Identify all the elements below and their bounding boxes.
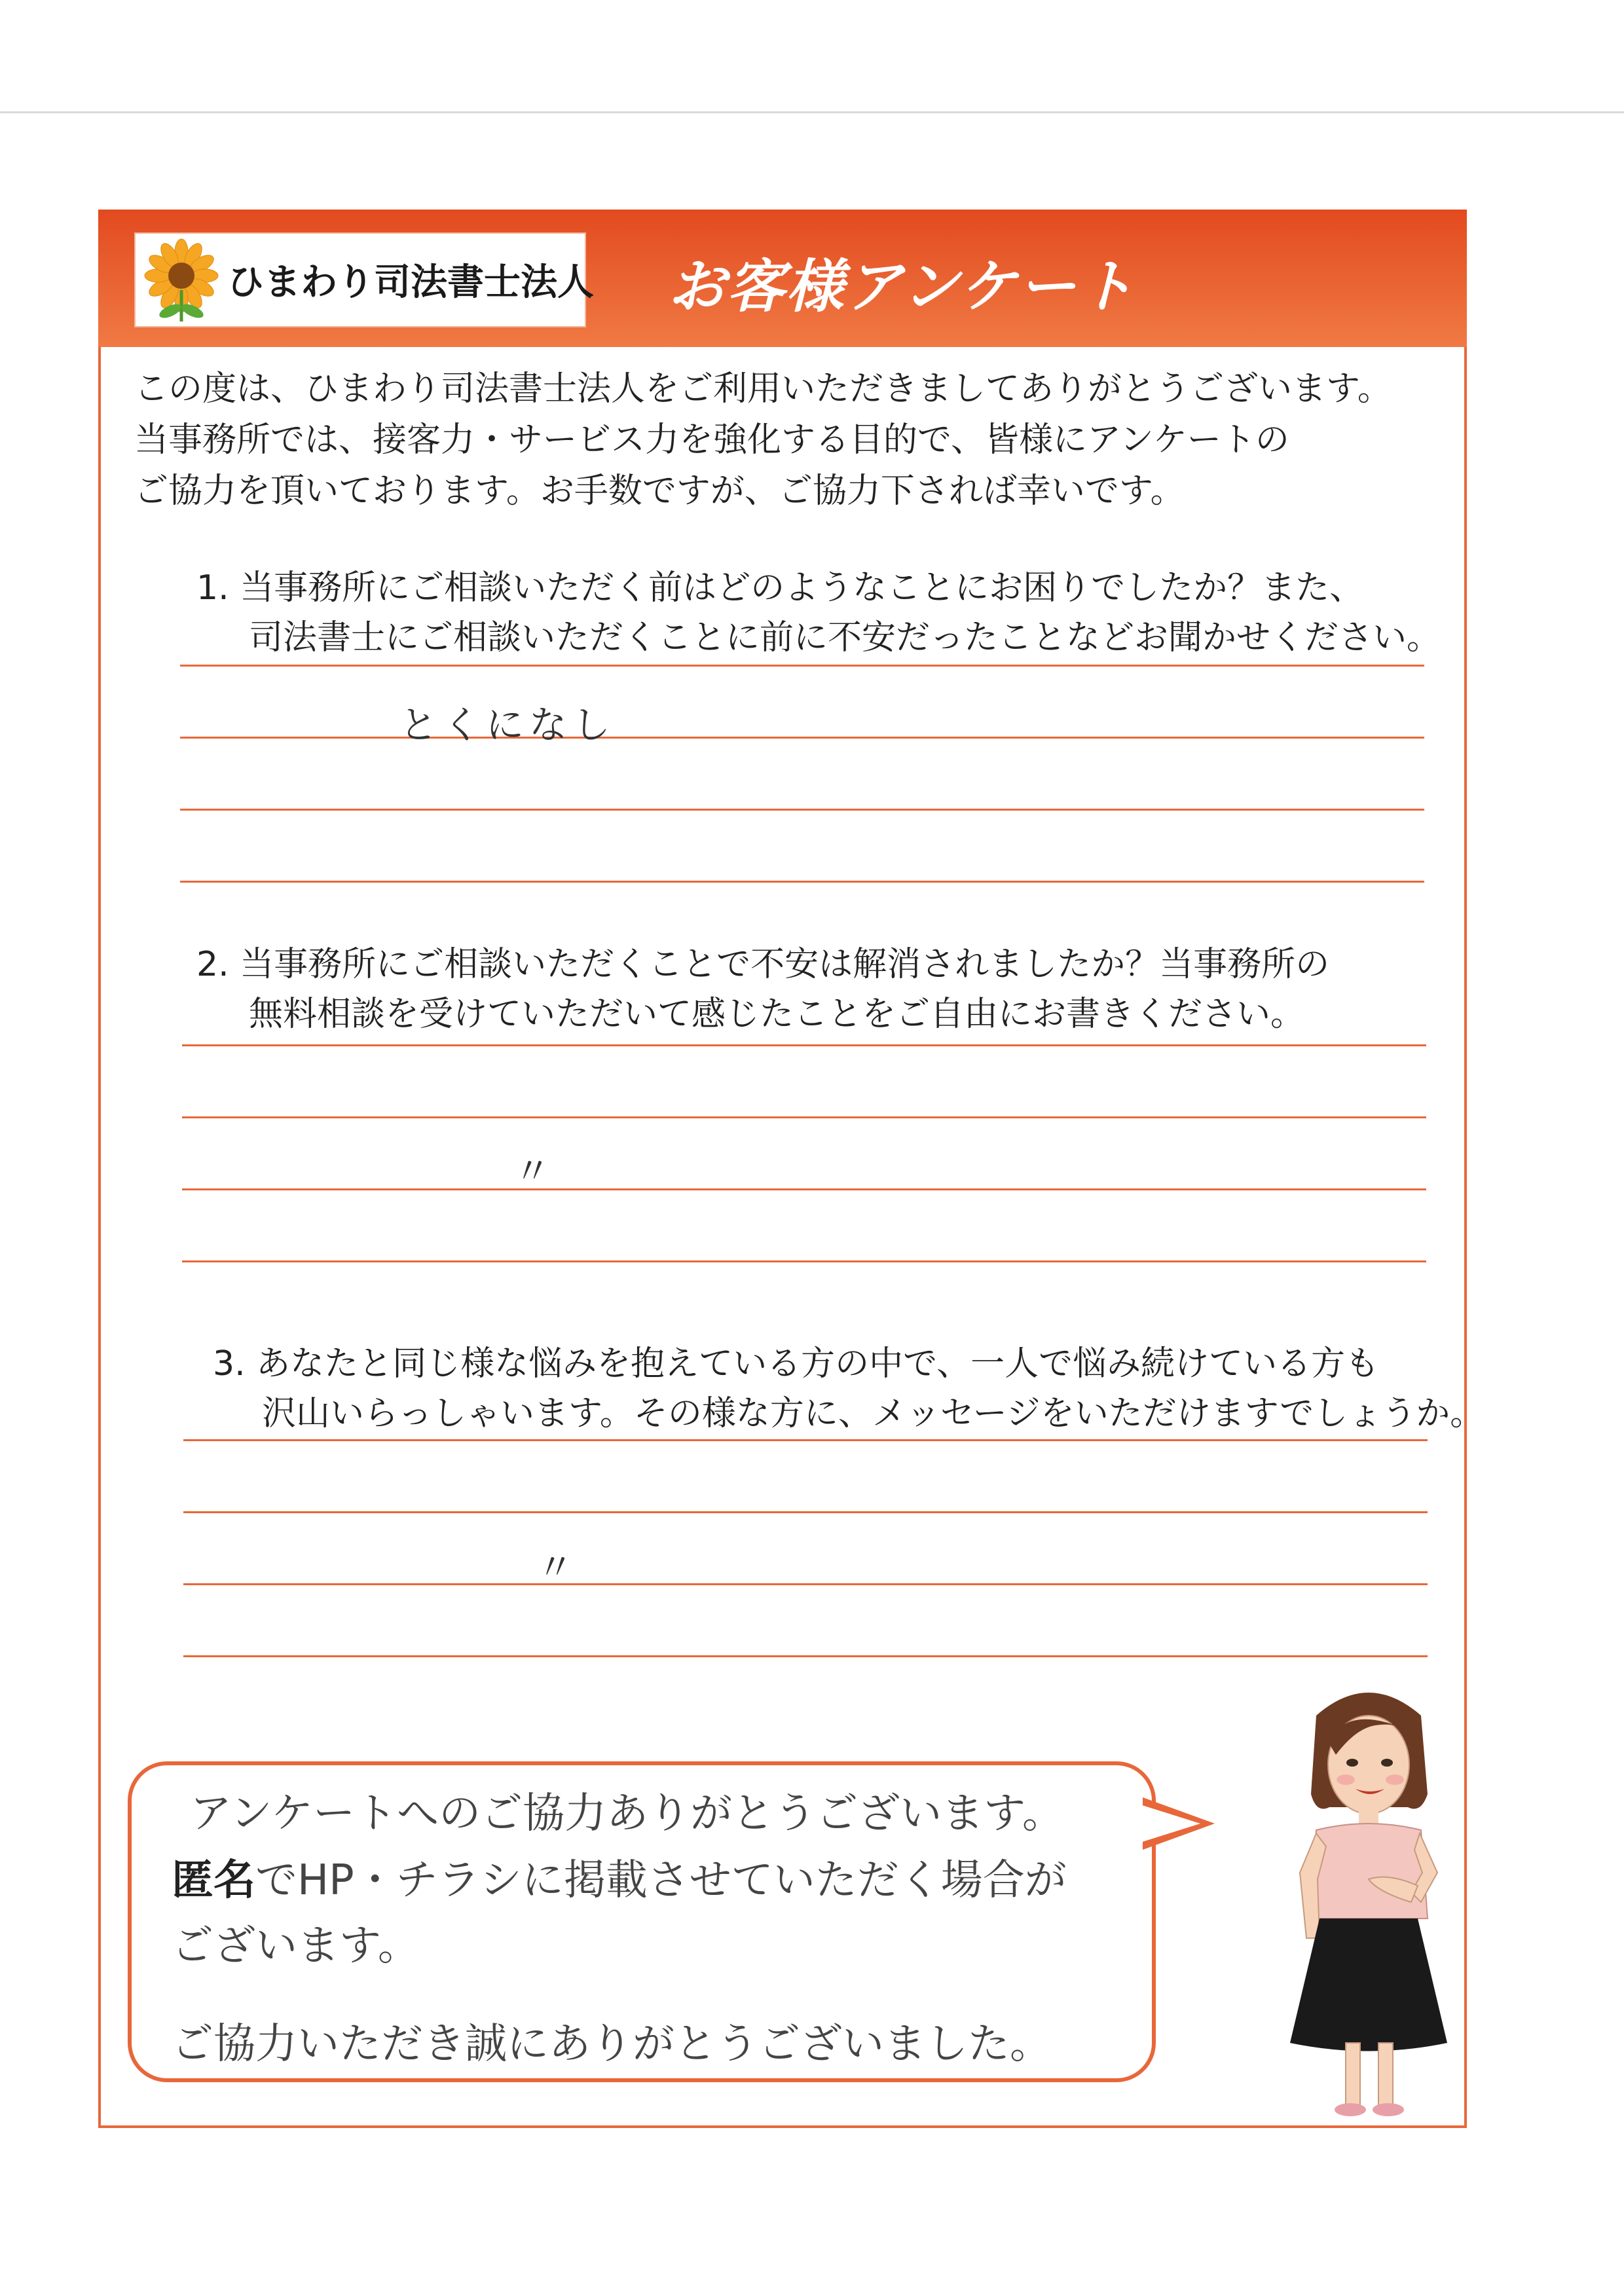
intro-line-1: この度は、ひまわり司法書士法人をご利用いただきましてありがとうございます。	[134, 369, 1392, 409]
answer-line	[182, 1044, 1426, 1046]
answer-3-handwriting: 〃	[537, 1547, 574, 1589]
answer-line	[182, 1116, 1426, 1118]
scan-edge-line	[0, 111, 1624, 113]
bubble-tail-fill	[1140, 1805, 1200, 1843]
closing-line-1: アンケートへのご協力ありがとうございます。	[190, 1790, 1065, 1838]
answer-line	[182, 1260, 1426, 1262]
closing-line-4: ご協力いただき誠にありがとうございました。	[172, 2020, 1052, 2068]
closing-line-2-rest: でHP・チラシに掲載させていただく場合が	[255, 1856, 1067, 1905]
answer-line	[180, 881, 1424, 883]
sunflower-logo-icon	[139, 238, 224, 323]
question-3-line-2: 沢山いらっしゃいます。その様な方に、メッセージをいただけますでしょうか。	[262, 1394, 1485, 1433]
question-2-line-2: 無料相談を受けていただいて感じたことをご自由にお書きください。	[249, 995, 1305, 1034]
answer-line	[183, 1439, 1428, 1441]
question-1-line-2: 司法書士にご相談いただくことに前に不安だったことなどお聞かせください。	[249, 618, 1441, 657]
staff-illustration	[1270, 1676, 1467, 2121]
answer-2-handwriting: 〃	[514, 1150, 551, 1193]
intro-line-3: ご協力を頂いております。お手数ですが、ご協力下されば幸いです。	[134, 471, 1185, 511]
answer-line	[180, 809, 1424, 811]
logo-box	[134, 232, 594, 327]
intro-paragraph	[134, 363, 1392, 517]
logo-name: ひまわり司法書士法人	[227, 261, 594, 304]
intro-line-2: 当事務所では、接客力・サービス力を強化する目的で、皆様にアンケートの	[134, 420, 1289, 460]
answer-line	[182, 1188, 1426, 1190]
answer-line	[183, 1511, 1428, 1513]
survey-header	[98, 210, 1467, 347]
question-1-line-1: 1. 当事務所にご相談いただく前はどのようなことにお困りでしたか？また、	[196, 568, 1364, 608]
anonymous-emphasis: 匿名	[172, 1856, 255, 1905]
page-title: お客様アンケート	[668, 253, 1136, 320]
answer-line	[180, 737, 1424, 739]
closing-line-2	[172, 1846, 1067, 1907]
answer-line	[180, 665, 1424, 667]
closing-line-3: ございます。	[172, 1922, 420, 1970]
question-2-line-1: 2. 当事務所にご相談いただくことで不安は解消されましたか？当事務所の	[196, 945, 1330, 984]
question-3-line-1: 3. あなたと同じ様な悩みを抱えている方の中で、一人で悩み続けている方も	[213, 1344, 1380, 1384]
answer-line	[183, 1655, 1428, 1657]
answer-1-handwriting: とくになし	[399, 703, 616, 747]
answer-line	[183, 1583, 1428, 1585]
